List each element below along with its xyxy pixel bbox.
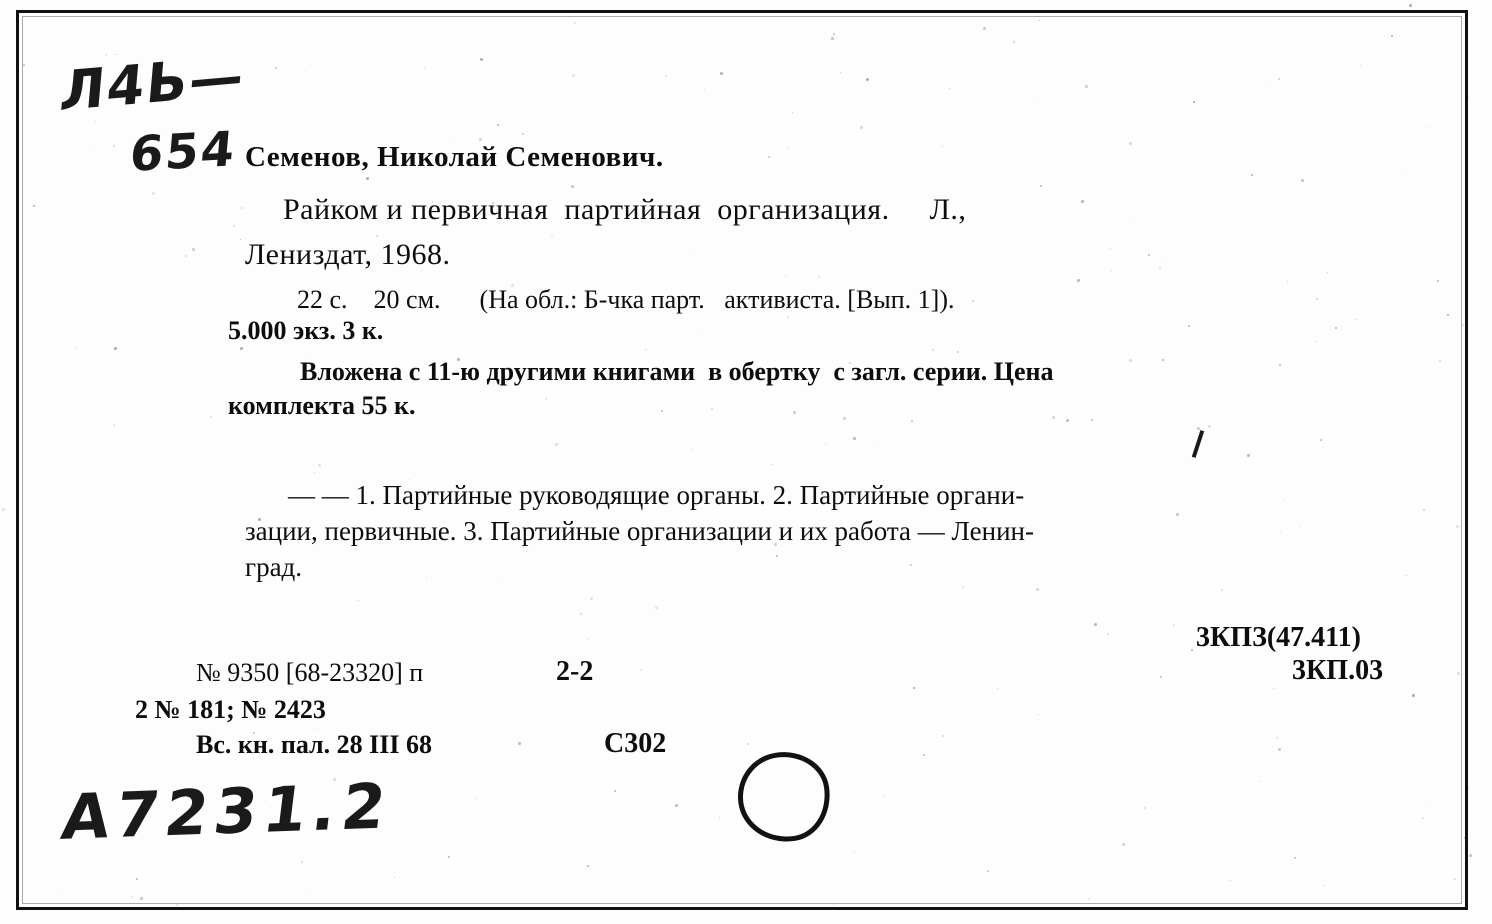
physical-description-line-2: 5.000 экз. 3 к.: [228, 316, 384, 345]
author-statement: Семенов, Николай Семенович.: [245, 141, 664, 173]
card-border-inner: [22, 16, 1462, 904]
classification-number-secondary: 3КП.03: [1292, 655, 1384, 686]
title-statement-line-1: Райком и первичная партийная организация. Л.,: [283, 193, 967, 226]
book-chamber-code: С302: [604, 728, 667, 759]
book-chamber-date: Вс. кн. пал. 28 III 68: [196, 730, 432, 759]
subject-tracings-line-1: — — 1. Партийные руководящие органы. 2. Партийные органи-: [288, 480, 1025, 510]
handwritten-shelf-mark-bottom: 654: [127, 121, 239, 183]
physical-description-line-1: 22 с. 20 см. (На обл.: Б-чка парт. активиста. [Вып. 1]).: [297, 285, 955, 314]
title-statement-line-2: Лениздат, 1968.: [245, 238, 451, 271]
subject-tracings-line-3: град.: [245, 552, 303, 582]
note-line-2: комплекта 55 к.: [228, 391, 416, 420]
handwritten-bottom-code: А7231.2: [57, 769, 396, 854]
subject-tracings-line-2: зации, первичные. 3. Партийные организации и их работа — Ленин-: [245, 516, 1034, 546]
classification-number-primary: 3КПЗ(47.411): [1196, 622, 1361, 653]
record-copies-indicator: 2-2: [556, 656, 594, 687]
record-number-line: № 9350 [68-23320] п: [196, 658, 424, 687]
record-secondary-numbers: 2 № 181; № 2423: [135, 695, 326, 724]
handwritten-shelf-mark-top: Л4Ь—: [57, 43, 249, 124]
note-line-1: Вложена с 11-ю другими книгами в обертку с загл. серии. Цена: [300, 357, 1054, 386]
